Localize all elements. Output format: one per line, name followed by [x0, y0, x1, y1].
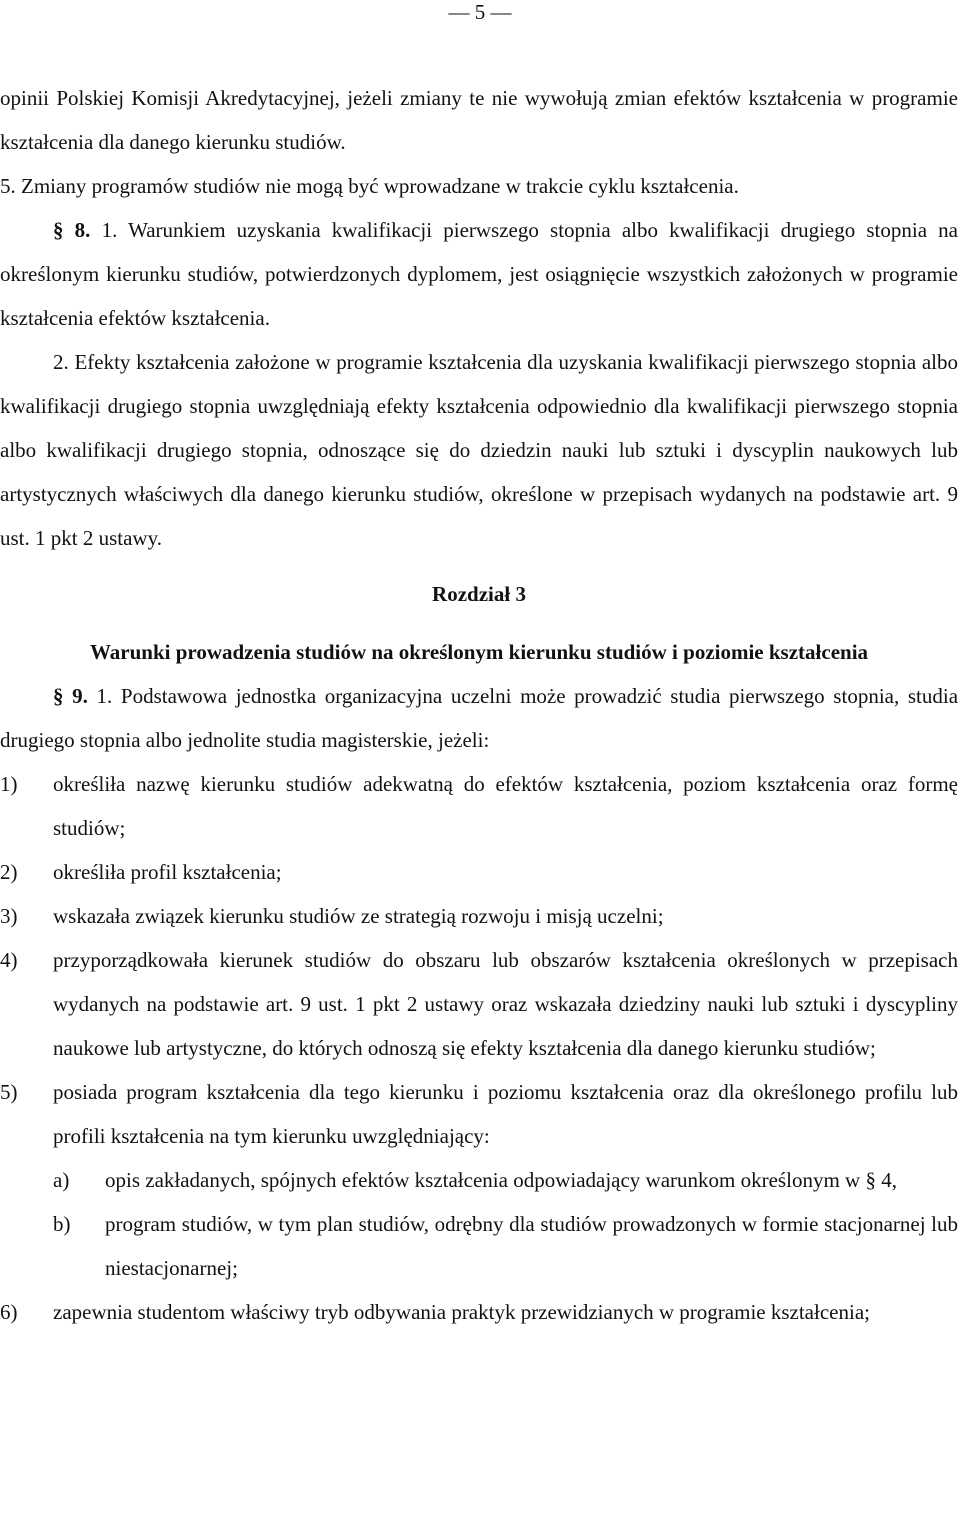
- sublist-item-text: opis zakładanych, spójnych efektów kształcenia odpowiadający warunkom określonym w § 4,: [105, 1168, 897, 1192]
- list-item: [0, 1070, 958, 1290]
- sublist-item-text: program studiów, w tym plan studiów, odrębny dla studiów prowadzonych w formie stacjonarnej lub niestacjonarnej;: [105, 1212, 958, 1280]
- list-item: [0, 850, 958, 894]
- sublist-item: [53, 1158, 958, 1202]
- section-8-number: § 8.: [53, 218, 91, 242]
- list-item-text: określiła nazwę kierunku studiów adekwatną do efektów kształcenia, poziom kształcenia oraz formę studiów;: [53, 772, 958, 840]
- list-marker: 6): [0, 1300, 18, 1324]
- document-body: [0, 76, 958, 1334]
- section-8-paragraph-2: 2. Efekty kształcenia założone w programie kształcenia dla uzyskania kwalifikacji pierwszego stopnia albo kwalifikacji drugiego stopnia uwzględniają efekty kształcenia odpowiednio dla kwalifikacji pierwszego stopnia albo kwalifikacji drugiego stopnia, odnoszące się do dziedzin nauki lub sztuki i dyscyplin naukowych lub artystycznych właściwych dla danego kierunku studiów, określone w przepisach wydanych na podstawie art. 9 ust. 1 pkt 2 ustawy.: [0, 350, 958, 550]
- section-9-list: [0, 762, 958, 1334]
- list-item-body: [53, 1070, 958, 1290]
- list-item: [0, 762, 958, 850]
- list-marker: 1): [0, 772, 18, 796]
- sublist: [53, 1158, 958, 1290]
- list-item: [0, 1290, 958, 1334]
- section-8-paragraph-1: [0, 208, 958, 340]
- list-item-text: wskazała związek kierunku studiów ze strategią rozwoju i misją uczelni;: [53, 904, 664, 928]
- list-marker: 5): [0, 1080, 18, 1104]
- list-item-text: zapewnia studentom właściwy tryb odbywania praktyk przewidzianych w programie kształcenia;: [53, 1300, 870, 1324]
- sublist-item: [53, 1202, 958, 1290]
- list-item-text: określiła profil kształcenia;: [53, 860, 282, 884]
- list-item-text: posiada program kształcenia dla tego kierunku i poziomu kształcenia oraz dla określonego profilu lub profili kształcenia na tym kierunku uwzględniający:: [53, 1080, 958, 1148]
- sublist-marker: b): [53, 1212, 71, 1236]
- paragraph-continuation: opinii Polskiej Komisji Akredytacyjnej, jeżeli zmiany te nie wywołują zmian efektów kształcenia w programie kształcenia dla danego kierunku studiów.: [0, 86, 958, 154]
- page-number: — 5 —: [448, 0, 512, 24]
- section-8-text-1: 1. Warunkiem uzyskania kwalifikacji pierwszego stopnia albo kwalifikacji drugiego stopnia na określonym kierunku studiów, potwierdzonych dyplomem, jest osiągnięcie wszystkich założonych w programie kształcenia efektów kształcenia.: [0, 218, 959, 330]
- section-9-number: § 9.: [53, 684, 88, 708]
- list-marker: 3): [0, 904, 18, 928]
- list-item: [0, 894, 958, 938]
- section-9-intro: 1. Podstawowa jednostka organizacyjna uczelni może prowadzić studia pierwszego stopnia, studia drugiego stopnia albo jednolite studia magisterskie, jeżeli:: [0, 684, 959, 752]
- paragraph-point-5: 5. Zmiany programów studiów nie mogą być wprowadzane w trakcie cyklu kształcenia.: [0, 174, 739, 198]
- list-marker: 2): [0, 860, 18, 884]
- list-marker: 4): [0, 948, 18, 972]
- sublist-marker: a): [53, 1168, 70, 1192]
- section-9-paragraph-1: [0, 674, 958, 762]
- chapter-title: Rozdział 3: [432, 582, 526, 606]
- list-item-text: przyporządkowała kierunek studiów do obszaru lub obszarów kształcenia określonych w przepisach wydanych na podstawie art. 9 ust. 1 pkt 2 ustawy oraz wskazała dziedziny nauki lub sztuki i dyscypliny naukowe lub artystyczne, do których odnoszą się efekty kształcenia dla danego kierunku studiów;: [53, 948, 958, 1060]
- chapter-subtitle: Warunki prowadzenia studiów na określonym kierunku studiów i poziomie kształcenia: [89, 640, 869, 664]
- list-item: [0, 938, 958, 1070]
